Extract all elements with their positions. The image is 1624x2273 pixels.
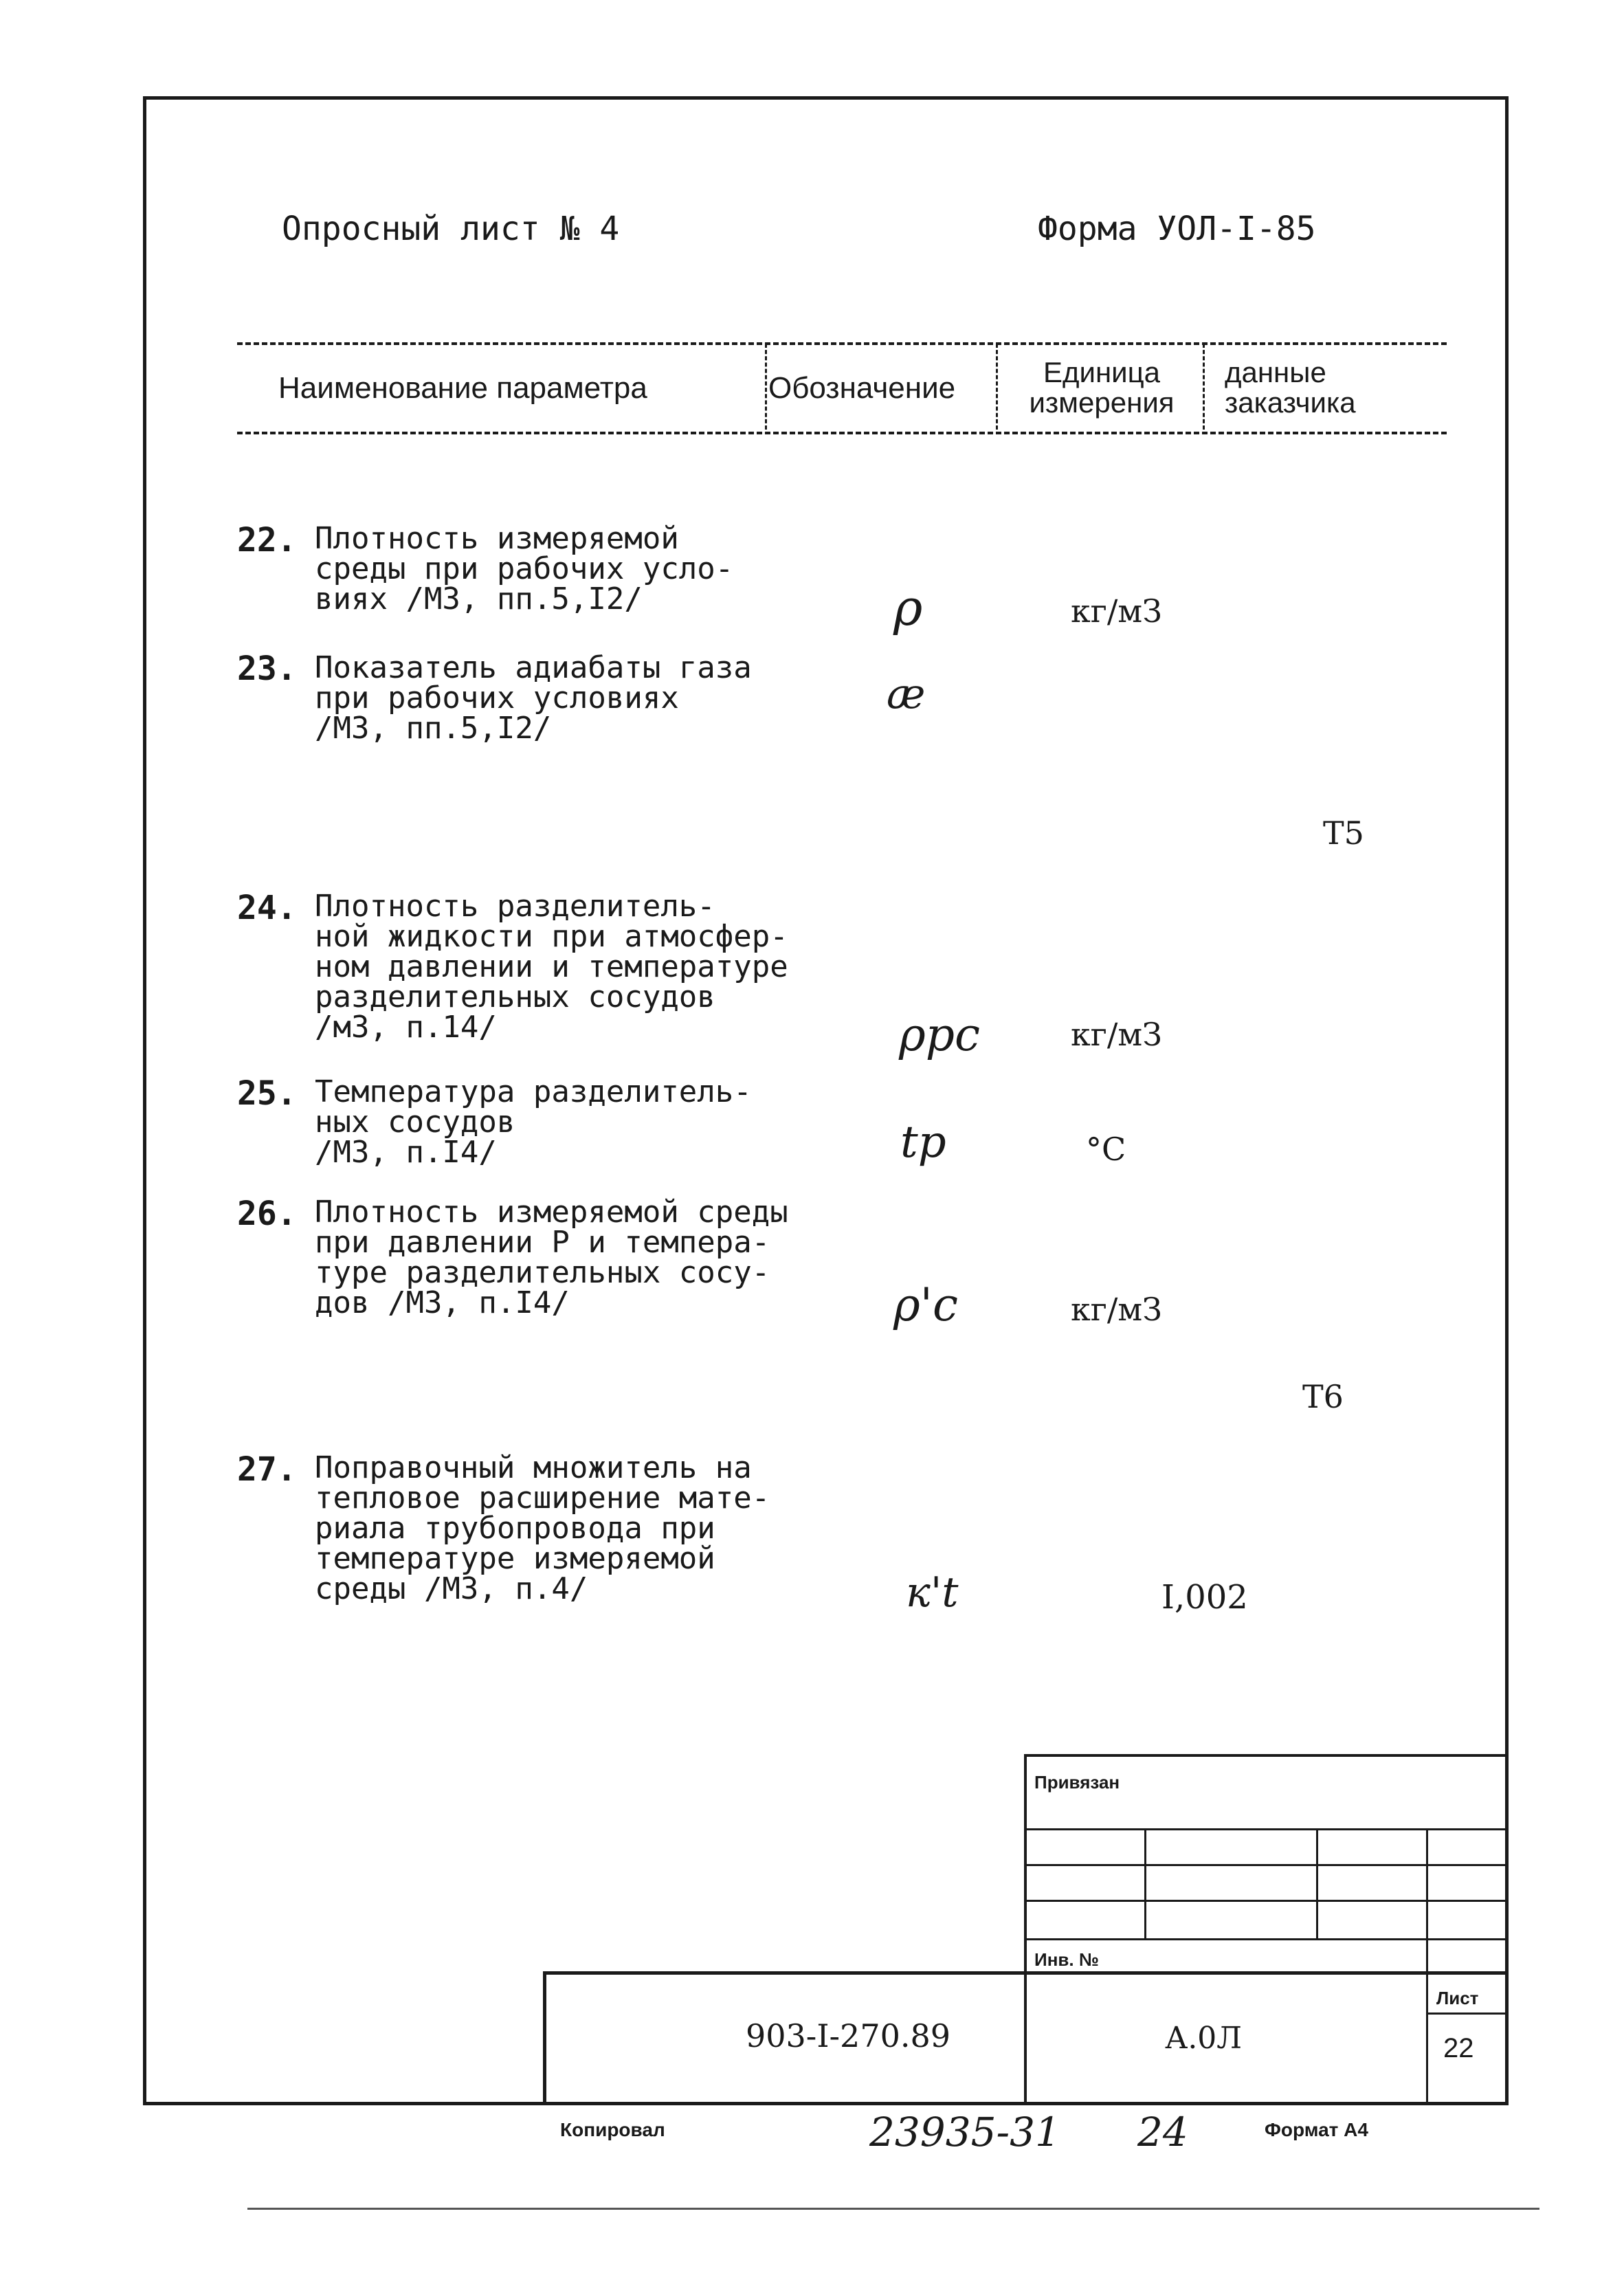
param-description: Плотность измеряемой среды при давлении Р и темпера- туре разделительных сосу- дов /МЗ, п.I4/: [315, 1195, 788, 1320]
param-description: Температура разделитель- ных сосудов /МЗ, п.I4/: [315, 1074, 752, 1170]
param-unit: кг/мЗ: [1071, 592, 1162, 630]
stamp-rule: [1316, 1828, 1318, 1938]
param-symbol: к't: [906, 1568, 959, 1617]
param-number: 24.: [237, 889, 297, 927]
param-symbol: ρрс: [899, 1008, 981, 1061]
param-description: Плотность разделитель- ной жидкости при атмосфер- ном давлении и температуре разделительных сосудов /мЗ, п.14/: [315, 889, 788, 1045]
header-bottom-rule: [237, 432, 1447, 434]
param-description: Плотность измеряемой среды при рабочих усло- виях /МЗ, пп.5,I2/: [315, 521, 734, 617]
sheet-number: 22: [1443, 2033, 1474, 2063]
titleblock-rule: [1426, 2013, 1509, 2015]
param-symbol: ρ: [893, 579, 923, 636]
column-header-symbol: Обозначение: [768, 371, 956, 405]
column-divider: [765, 344, 767, 430]
stamp-bound-label: Привязан: [1034, 1772, 1120, 1793]
param-symbol: tр: [900, 1117, 946, 1168]
stamp-rule: [1024, 1900, 1509, 1902]
document-code: 903-I-270.89: [746, 2017, 951, 2054]
param-symbol: æ: [887, 670, 926, 718]
stamp-rule: [1024, 1828, 1509, 1830]
format-label: Формат А4: [1265, 2119, 1368, 2140]
stamp-rule: [1144, 1828, 1146, 1938]
album-code: А.0Л: [1165, 2021, 1243, 2056]
param-symbol: ρ'с: [893, 1278, 958, 1331]
stamp-rule: [1024, 1754, 1509, 1757]
stamp-rule: [1426, 1828, 1428, 2105]
param-unit: кг/мЗ: [1071, 1016, 1162, 1053]
stamp-inv-label: Инв. №: [1034, 1949, 1099, 1970]
param-number: 26.: [237, 1195, 297, 1233]
stamp-rule: [1024, 1864, 1509, 1866]
titleblock-rule: [543, 1971, 1509, 1975]
stamp-rule: [1024, 1754, 1027, 2105]
marker-t5: Т5: [1323, 814, 1364, 852]
form-code: Форма УОЛ-I-85: [1038, 210, 1316, 248]
sheet-title: Опросный лист № 4: [282, 210, 620, 248]
param-number: 25.: [237, 1074, 297, 1113]
param-unit: кг/мЗ: [1071, 1291, 1162, 1328]
archive-number: 23935-31: [869, 2109, 1060, 2155]
bottom-edge-line: [247, 2208, 1539, 2210]
param-unit: °C: [1086, 1131, 1126, 1168]
sheet-label: Лист: [1436, 1988, 1479, 2008]
titleblock-rule: [543, 1971, 546, 2105]
param-number: 27.: [237, 1450, 297, 1489]
stamp-rule: [1024, 1938, 1509, 1940]
column-divider: [1203, 344, 1205, 430]
column-header-customer: данные заказчика: [1225, 356, 1356, 419]
page-handwritten: 24: [1137, 2109, 1188, 2155]
header-top-rule: [237, 342, 1447, 345]
param-description: Показатель адиабаты газа при рабочих условиях /МЗ, пп.5,I2/: [315, 650, 752, 746]
copied-by-label: Копировал: [560, 2119, 665, 2140]
marker-t6: Т6: [1302, 1378, 1344, 1415]
column-header-name: Наименование параметра: [278, 371, 647, 405]
column-header-unit: Единица измерения: [1029, 356, 1175, 419]
param-value: I,002: [1161, 1578, 1248, 1617]
param-number: 22.: [237, 521, 297, 559]
param-description: Поправочный множитель на тепловое расширение мате- риала трубопровода при температуре измеряемой среды /МЗ, п.4/: [315, 1450, 770, 1606]
column-divider: [996, 344, 998, 430]
param-number: 23.: [237, 650, 297, 688]
